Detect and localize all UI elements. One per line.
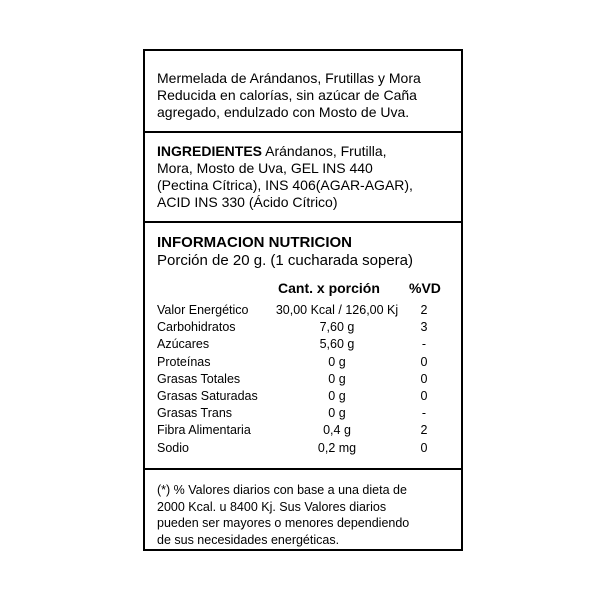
nutrient-name: Grasas Trans	[157, 406, 233, 421]
table-row	[157, 319, 449, 336]
nutrient-name: Sodio	[157, 440, 189, 455]
nutrient-dv: 0	[420, 354, 428, 369]
nutrient-amount: 0 g	[328, 371, 346, 386]
nutrition-label	[143, 49, 463, 551]
portion-size: Porción de 20 g. (1 cucharada sopera)	[157, 252, 413, 269]
nutrient-dv: 0	[420, 388, 428, 403]
nutrition-section	[145, 223, 461, 470]
product-description-section	[145, 51, 461, 133]
nutrient-name: Grasas Totales	[157, 371, 241, 386]
table-row	[157, 405, 449, 422]
nutrient-amount: 30,00 Kcal / 126,00 Kj	[275, 303, 399, 317]
table-row	[157, 388, 449, 405]
nutrient-name: Fibra Alimentaria	[157, 423, 251, 438]
nutrient-amount: 0 g	[328, 406, 346, 421]
nutrient-dv: 3	[420, 320, 428, 335]
nutrition-table	[157, 280, 449, 457]
table-row	[157, 302, 449, 319]
nutrient-name: Carbohidratos	[157, 320, 236, 335]
nutrient-name: Proteínas	[157, 354, 211, 369]
table-row	[157, 371, 449, 388]
amount-column-header: Cant. x porción	[278, 280, 380, 296]
ingredients-section	[145, 133, 461, 223]
daily-values-footnote: (*) % Valores diarios con base a una dieta de 2000 Kcal. u 8400 Kj. Sus Valores diarios pueden ser mayores o menores dependiendo de sus necesidades energéticas.	[157, 483, 410, 547]
nutrient-amount: 0,2 mg	[317, 440, 357, 455]
ingredients-list: Arándanos, Frutilla, Mora, Mosto de Uva, GEL INS 440 (Pectina Cítrica), INS 406(AGAR-AGAR), ACID INS 330 (Ácido Cítrico)	[157, 143, 413, 210]
footnote-section	[145, 470, 461, 549]
product-description: Mermelada de Arándanos, Frutillas y Mora Reducida en calorías, sin azúcar de Caña agregado, endulzado con Mosto de Uva.	[157, 70, 421, 120]
nutrient-name: Valor Energético	[157, 303, 249, 317]
table-row	[157, 422, 449, 439]
ingredients-text	[157, 143, 449, 211]
nutrient-amount: 0,4 g	[323, 423, 351, 438]
nutrient-dv: -	[421, 337, 427, 352]
nutrient-dv: 2	[420, 423, 428, 438]
nutrient-amount: 5,60 g	[319, 337, 355, 352]
table-row	[157, 336, 449, 353]
ingredients-title: INGREDIENTES	[157, 143, 263, 159]
nutrition-title: INFORMACION NUTRICION	[157, 234, 352, 251]
nutrient-amount: 0 g	[328, 388, 346, 403]
nutrient-amount: 7,60 g	[319, 320, 355, 335]
nutrient-dv: -	[421, 406, 427, 421]
nutrient-name: Azúcares	[157, 337, 210, 352]
nutrient-name: Grasas Saturadas	[157, 388, 258, 403]
nutrient-dv: 0	[420, 440, 428, 455]
nutrient-dv: 0	[420, 371, 428, 386]
nutrition-table-header	[157, 280, 449, 302]
table-row	[157, 354, 449, 371]
table-row	[157, 440, 449, 457]
nutrient-dv: 2	[420, 303, 428, 317]
dv-column-header: %VD	[409, 280, 441, 296]
nutrient-amount: 0 g	[328, 354, 346, 369]
